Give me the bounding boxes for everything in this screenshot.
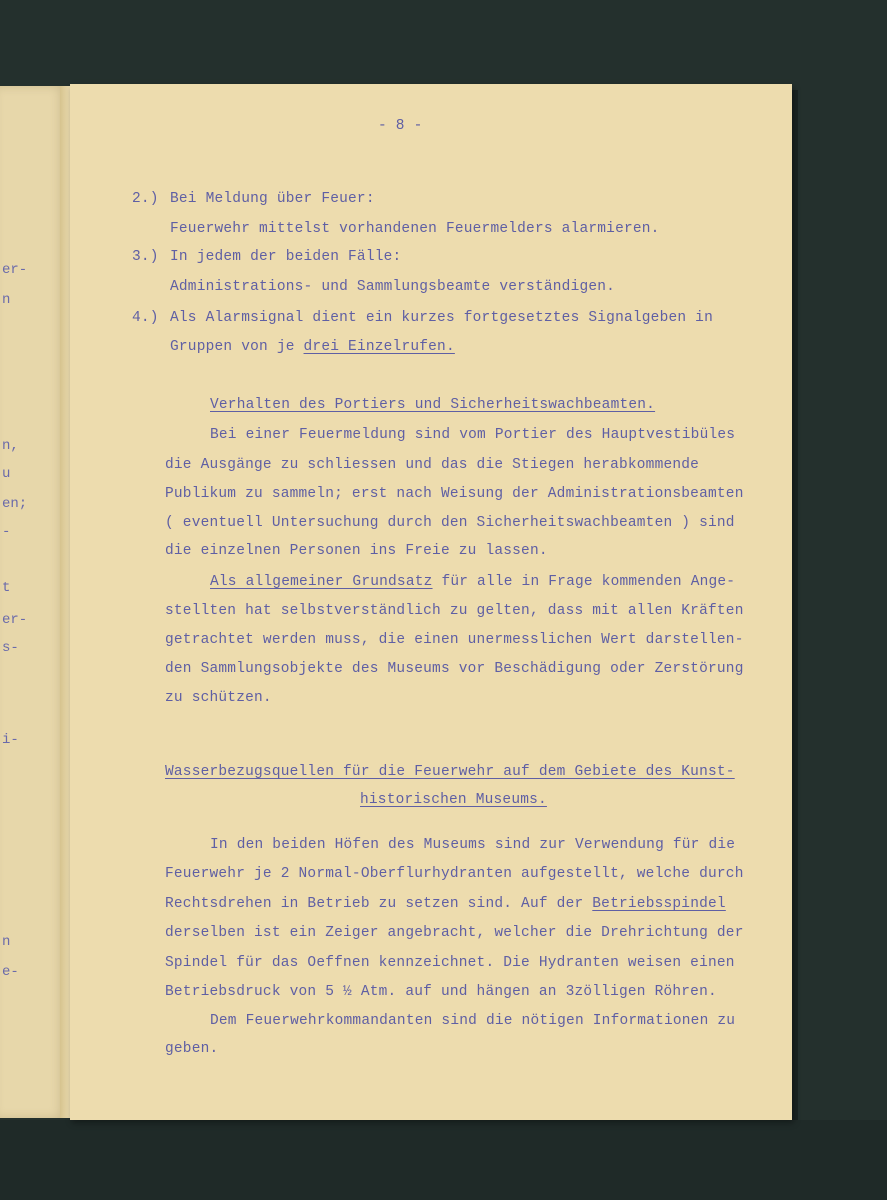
left-fragment: i- [2, 732, 19, 748]
paragraph-line: die Ausgänge zu schliessen und das die Stiegen herabkommende [165, 457, 700, 473]
section-heading: Verhalten des Portiers und Sicherheitswachbeamten. [210, 397, 656, 413]
left-fragment: e- [2, 964, 19, 980]
paragraph-line: ( eventuell Untersuchung durch den Sicherheitswachbeamten ) sind [165, 515, 735, 531]
item-number: 3.) [132, 249, 159, 265]
left-fragment: en; [2, 496, 28, 512]
left-fragment: n [2, 934, 11, 950]
left-fragment: n, [2, 438, 19, 454]
left-fragment: er- [2, 262, 28, 278]
paragraph-line [165, 897, 726, 912]
paragraph-line: In den beiden Höfen des Museums sind zur Verwendung für die [210, 837, 736, 853]
paragraph-line: getrachtet werden muss, die einen unermesslichen Wert darstellen- [165, 632, 744, 648]
left-fragment: er- [2, 612, 28, 628]
left-fragment: s- [2, 640, 19, 656]
paragraph-line: Betriebsdruck von 5 ½ Atm. auf und hängen an 3zölligen Röhren. [165, 984, 717, 1000]
item-detail: Administrations- und Sammlungsbeamte verständigen. [170, 279, 616, 295]
item-number: 4.) [132, 310, 159, 326]
text-segment: für alle in Frage kommenden Ange- [432, 574, 736, 590]
paragraph-line: Spindel für das Oeffnen kennzeichnet. Die Hydranten weisen einen [165, 955, 735, 971]
paragraph-line: stellten hat selbstverständlich zu gelten, dass mit allen Kräften [165, 603, 744, 619]
paragraph-line: geben. [165, 1041, 219, 1057]
paragraph-line: Publikum zu sammeln; erst nach Weisung der Administrationsbeamten [165, 486, 744, 502]
page-edge-shadow [792, 90, 798, 1120]
background-strip [0, 1120, 887, 1200]
left-fragment: t [2, 580, 11, 596]
paragraph-line [210, 575, 735, 590]
left-fragment: - [2, 524, 11, 540]
page-number: - 8 - [378, 118, 423, 134]
section-heading: Wasserbezugsquellen für die Feuerwehr auf dem Gebiete des Kunst- [165, 764, 735, 780]
underlined-phrase: Betriebsspindel [592, 896, 726, 912]
paragraph-line: Bei einer Feuermeldung sind vom Portier des Hauptvestibüles [210, 427, 736, 443]
paragraph-line: den Sammlungsobjekte des Museums vor Beschädigung oder Zerstörung [165, 661, 744, 677]
section-heading: historischen Museums. [360, 792, 547, 808]
item-number: 2.) [132, 191, 159, 207]
item-text: In jedem der beiden Fälle: [170, 249, 402, 265]
item-text: Als Alarmsignal dient ein kurzes fortgesetztes Signalgeben in [170, 310, 713, 326]
item-detail: Feuerwehr mittelst vorhandenen Feuermelders alarmieren. [170, 221, 660, 237]
paragraph-line: zu schützen. [165, 690, 272, 706]
text-segment: Rechtsdrehen in Betrieb zu setzen sind. Auf der [165, 896, 593, 912]
text-segment: Gruppen von je [170, 339, 304, 355]
item-text: Bei Meldung über Feuer: [170, 191, 375, 207]
paragraph-line: die einzelnen Personen ins Freie zu lassen. [165, 543, 548, 559]
paragraph-line: Feuerwehr je 2 Normal-Oberflurhydranten aufgestellt, welche durch [165, 866, 744, 882]
paragraph-line: derselben ist ein Zeiger angebracht, welcher die Drehrichtung der [165, 925, 744, 941]
paragraph-line: Dem Feuerwehrkommandanten sind die nötigen Informationen zu [210, 1013, 736, 1029]
item-continuation [170, 340, 455, 355]
underlined-phrase: Als allgemeiner Grundsatz [210, 574, 433, 590]
underlined-phrase: drei Einzelrufen. [303, 339, 455, 355]
left-fragment: u [2, 466, 11, 482]
left-fragment: n [2, 292, 11, 308]
